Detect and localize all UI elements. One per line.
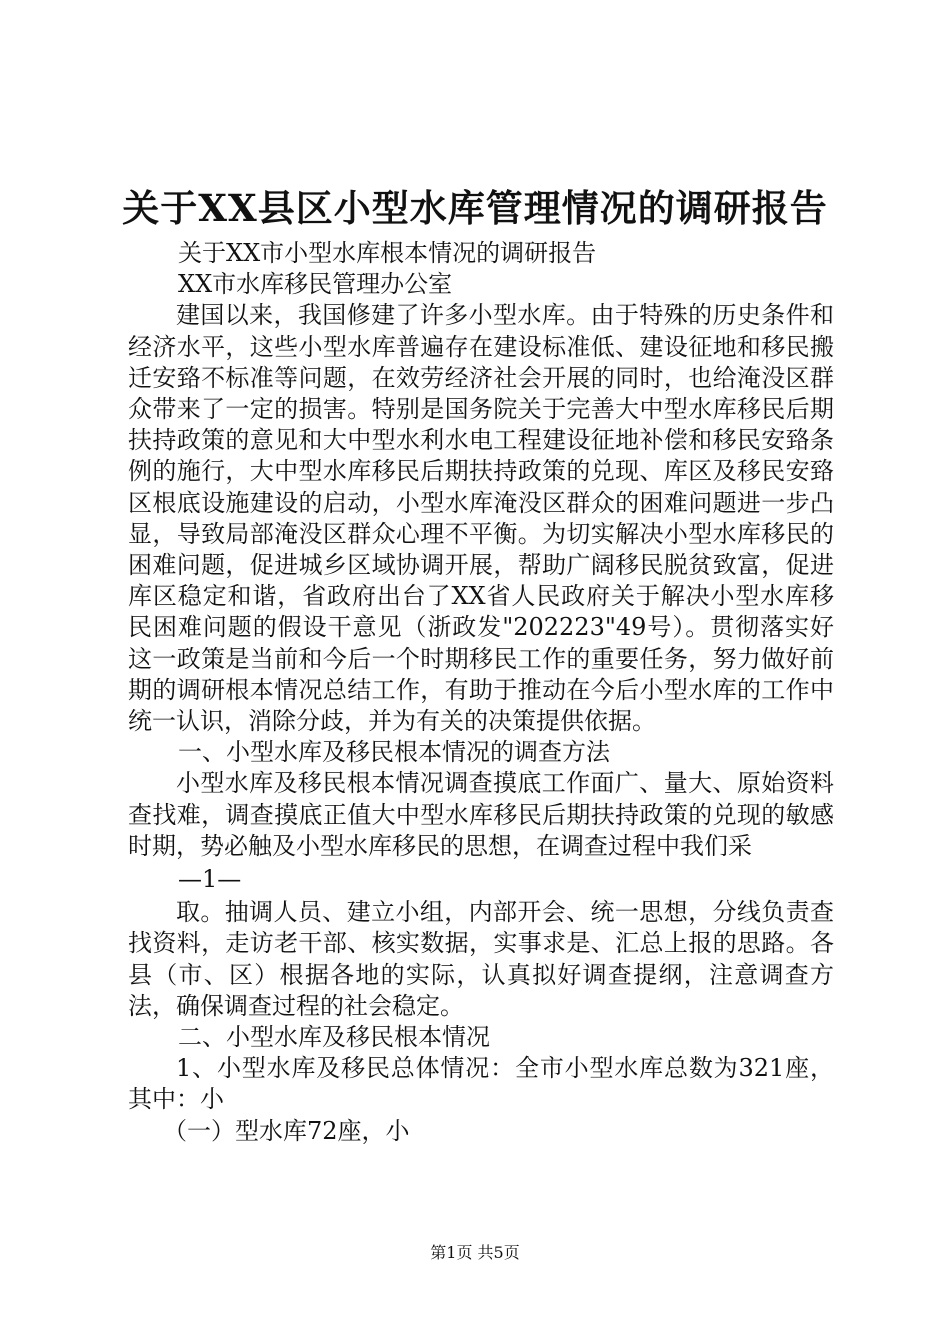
section1-heading: 一、小型水库及移民根本情况的调查方法 (178, 738, 610, 767)
section1-continued-paragraph: 取。抽调人员、建立小组，内部开会、统一思想，分线负责查找资料，走访老干部、核实数据，实事求是、汇总上报的思路。各县（市、区）根据各地的实际，认真拟好调查提纲，注意调查方法，确保调查过程的社会稳定。 (128, 898, 834, 1020)
document-title: 关于XX县区小型水库管理情况的调研报告 (122, 186, 828, 230)
document-body (128, 238, 834, 1147)
report-subtitle: 关于XX市小型水库根本情况的调研报告 (178, 239, 597, 267)
page-marker: —1— (178, 865, 242, 894)
issuing-office: XX市水库移民管理办公室 (178, 270, 453, 299)
page-footer: 第1页 共5页 (430, 1243, 520, 1262)
section2-item1: 1、小型水库及移民总体情况：全市小型水库总数为321座，其中：小 (128, 1054, 834, 1114)
section2-subitem: （一）型水库72座，小 (163, 1116, 410, 1145)
section1-paragraph: 小型水库及移民根本情况调查摸底工作面广、量大、原始资料查找难，调查摸底正值大中型水库移民后期扶持政策的兑现的敏感时期，势必触及小型水库移民的思想，在调查过程中我们采 (128, 769, 834, 860)
section2-heading: 二、小型水库及移民根本情况 (178, 1023, 490, 1052)
intro-paragraph: 建国以来，我国修建了许多小型水库。由于特殊的历史条件和经济水平，这些小型水库普遍存在建设标准低、建设征地和移民搬迁安臵不标准等问题，在效劳经济社会开展的同时，也给淹没区群众带来了一定的损害。特别是国务院关于完善大中型水库移民后期扶持政策的意见和大中型水利水电工程建设征地补偿和移民安臵条例的施行，大中型水库移民后期扶持政策的兑现、库区及移民安臵区根底设施建设的启动，小型水库淹没区群众的困难问题进一步凸显，导致局部淹没区群众心理不平衡。为切实解决小型水库移民的困难问题，促进城乡区域协调开展，帮助广阔移民脱贫致富，促进库区稳定和谐，省政府出台了XX省人民政府关于解决小型水库移民困难问题的假设干意见（浙政发"202223"49号）。贯彻落实好这一政策是当前和今后一个时期移民工作的重要任务，努力做好前期的调研根本情况总结工作，有助于推动在今后小型水库的工作中统一认识，消除分歧，并为有关的决策提供依据。 (128, 301, 834, 736)
